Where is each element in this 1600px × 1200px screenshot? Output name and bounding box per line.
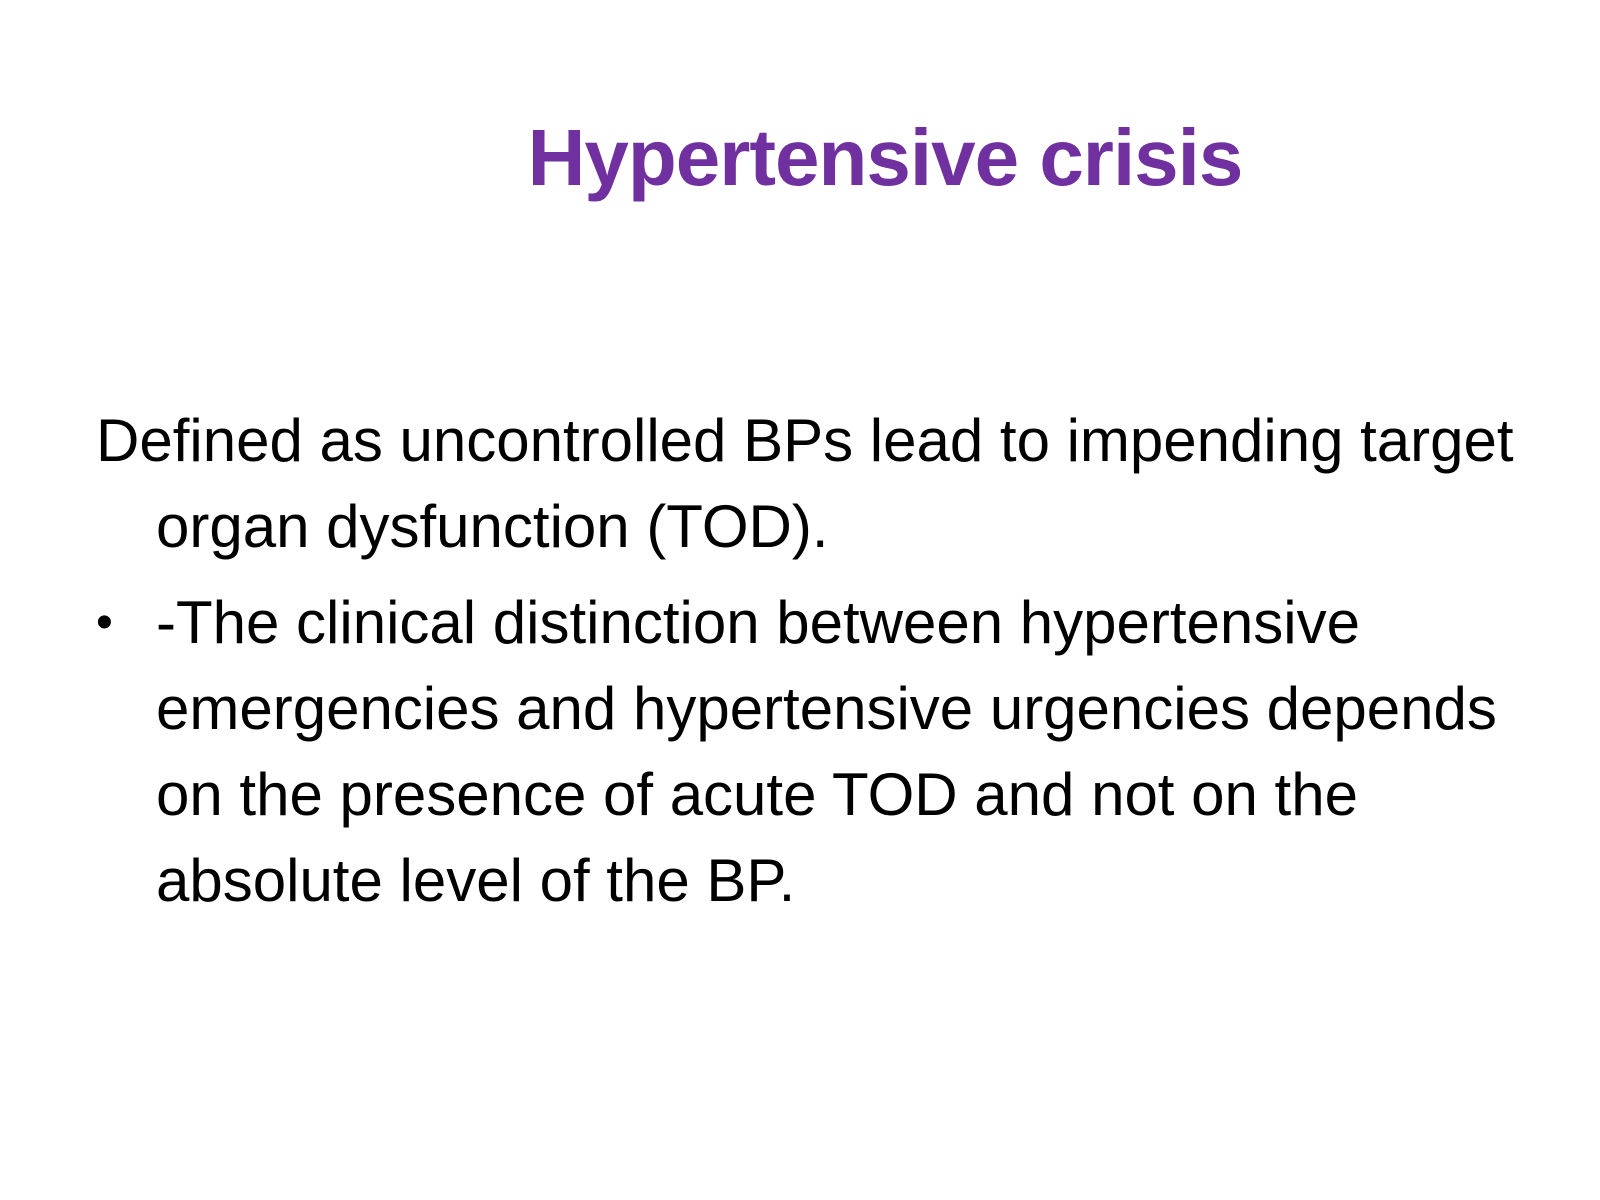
bullet-marker: • — [96, 596, 113, 649]
definition-paragraph: Defined as uncontrolled BPs lead to impending target organ dysfunction (TOD). — [96, 407, 1514, 560]
slide-title: Hypertensive crisis — [527, 113, 1243, 202]
bullet-item — [96, 580, 1516, 924]
slide-body — [96, 398, 1516, 924]
bullet-text: -The clinical distinction between hypertensive emergencies and hypertensive urgencies depends on the presence of acute TOD and not on the absolute level of the BP. — [156, 589, 1497, 914]
